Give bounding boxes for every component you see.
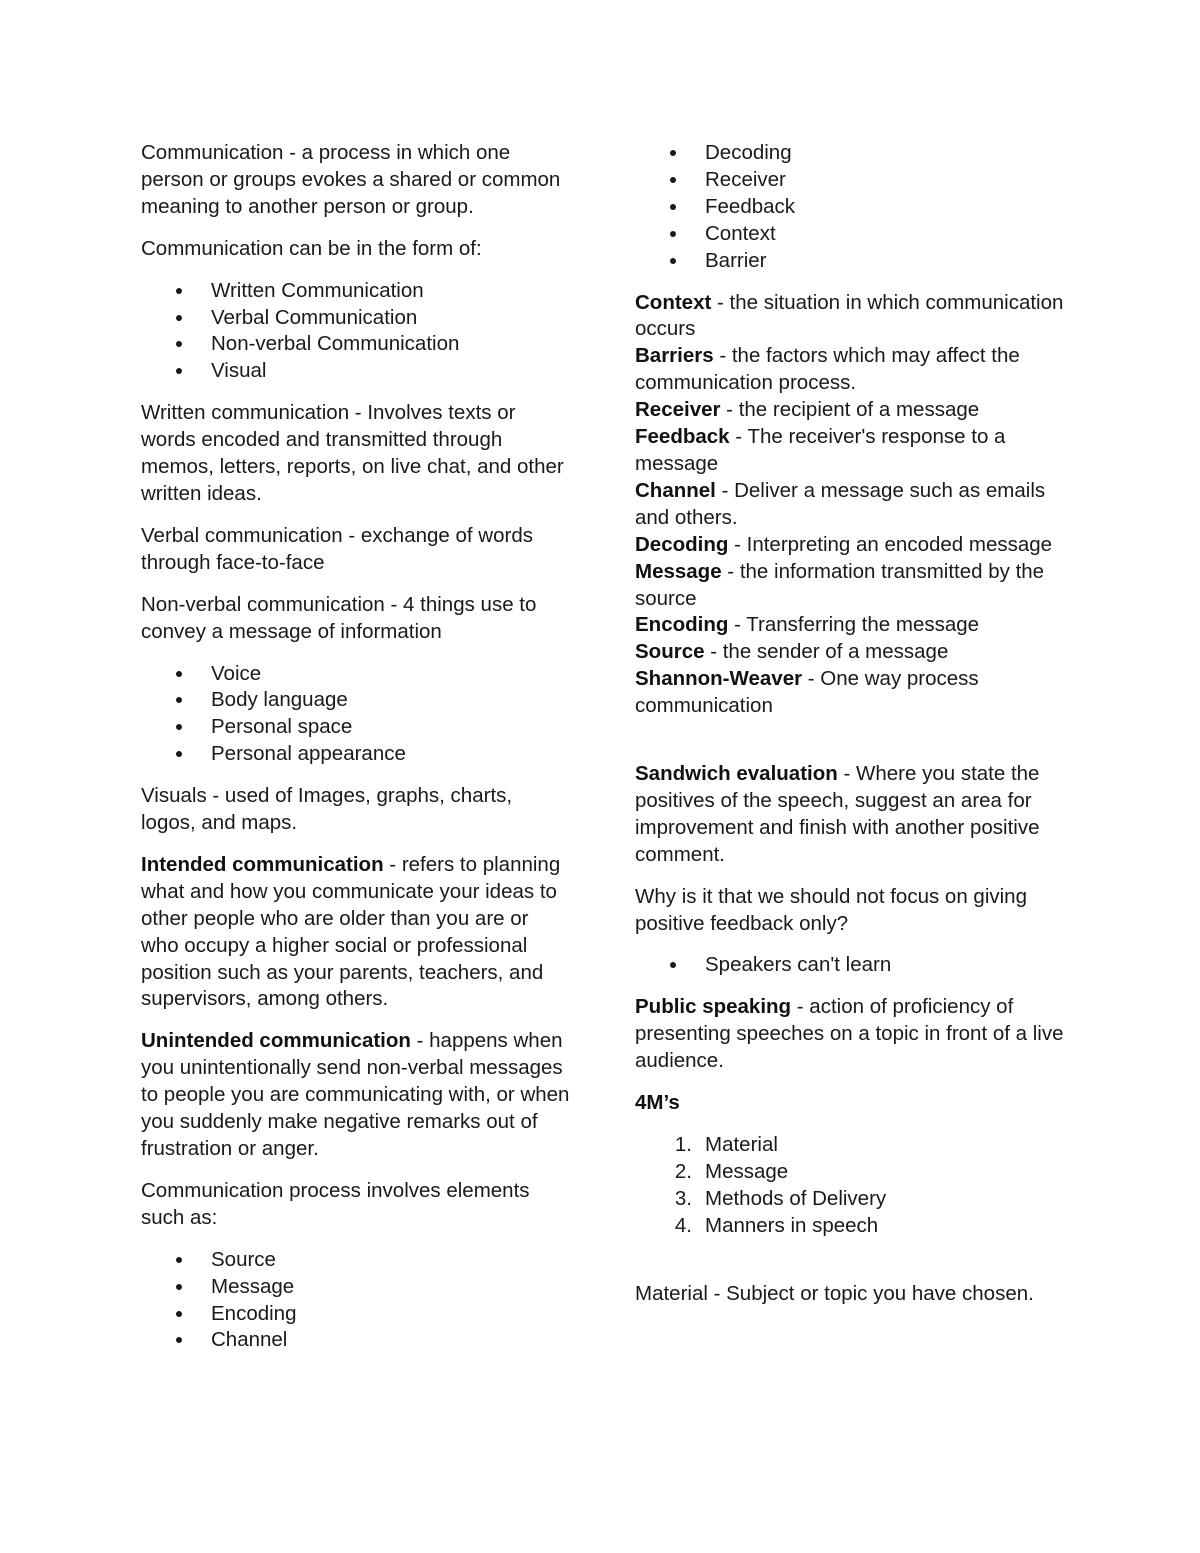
list-item: Non-verbal Communication (141, 331, 571, 358)
list-item: Visual (141, 358, 571, 385)
unintended-communication-paragraph (141, 1028, 571, 1163)
public-speaking-paragraph (635, 994, 1065, 1075)
list-item (635, 1132, 1065, 1159)
item-number: 1. (674, 1133, 692, 1156)
term: Barriers (635, 344, 714, 368)
definition-line (635, 532, 1065, 559)
sandwich-evaluation-paragraph (635, 761, 1065, 869)
forms-list (141, 278, 571, 386)
list-item: Encoding (141, 1301, 571, 1328)
definition-line (635, 559, 1065, 613)
list-item: Personal appearance (141, 741, 571, 768)
term: Feedback (635, 425, 730, 449)
list-item (635, 1186, 1065, 1213)
spacer (635, 720, 1065, 746)
definition-line (635, 478, 1065, 532)
visuals-paragraph: Visuals - used of Images, graphs, charts, logos, and maps. (141, 784, 513, 835)
four-m-heading (635, 1090, 1065, 1117)
list-item: Body language (141, 687, 571, 714)
list-item: Feedback (635, 194, 1065, 221)
heading-text: 4M’s (635, 1091, 680, 1115)
term: Channel (635, 478, 716, 502)
list-item: Verbal Communication (141, 305, 571, 332)
list-item: Source (141, 1247, 571, 1274)
definition: - the sender of a message (704, 640, 949, 664)
term: Context (635, 290, 712, 314)
list-item: Receiver (635, 167, 1065, 194)
term: Unintended communication (141, 1029, 411, 1053)
item-text: Material (705, 1133, 778, 1156)
term: Source (635, 640, 705, 664)
definition: - action of proficiency of presenting speeches on a topic in front of a live audience. (635, 995, 1064, 1073)
definition: - the recipient of a message (720, 398, 980, 422)
definition: - The receiver's response to a message (635, 425, 1006, 475)
definition: - One way process communication (635, 667, 979, 718)
nonverbal-list (141, 661, 571, 769)
definition-line (635, 639, 1065, 666)
list-item: Barrier (635, 248, 1065, 275)
definition: - the information transmitted by the source (635, 559, 1045, 610)
list-item: Context (635, 221, 1065, 248)
term: Message (635, 559, 722, 583)
definition: - refers to planning what and how you communicate your ideas to other people who are older than you are or who occupy a higher social or professional position such as your parents, teachers, and supervisors, among others. (141, 852, 561, 1011)
nonverbal-communication-paragraph: Non-verbal communication - 4 things use to convey a message of information (141, 592, 537, 643)
definition: - Transferring the message (728, 613, 980, 637)
list-item: Written Communication (141, 278, 571, 305)
list-item: Speakers can't learn (635, 952, 1065, 979)
list-item: Voice (141, 661, 571, 688)
elements-list-continued (635, 140, 1065, 275)
process-intro: Communication process involves elements such as: (141, 1178, 530, 1229)
term: Intended communication (141, 852, 384, 876)
definition: - the situation in which communication occurs (635, 290, 1064, 341)
item-number: 2. (674, 1159, 692, 1183)
definition-line (635, 424, 1065, 478)
term: Sandwich evaluation (635, 762, 838, 786)
four-m-list (635, 1132, 1065, 1240)
item-text: Message (705, 1159, 789, 1183)
material-paragraph: Material - Subject or topic you have chosen. (635, 1281, 1034, 1305)
definition: - Where you state the positives of the speech, suggest an area for improvement and finish with another positive comment. (635, 762, 1040, 866)
term: Shannon-Weaver (635, 667, 803, 691)
item-number: 3. (674, 1186, 692, 1210)
list-item (635, 1213, 1065, 1240)
item-text: Manners in speech (705, 1213, 879, 1237)
definition-line (635, 612, 1065, 639)
list-item: Personal space (141, 714, 571, 741)
item-number: 4. (674, 1213, 692, 1237)
list-item: Decoding (635, 140, 1065, 167)
list-item: Channel (141, 1327, 571, 1354)
definition: - the factors which may affect the communication process. (635, 344, 1020, 395)
question-paragraph: Why is it that we should not focus on giving positive feedback only? (635, 884, 1027, 935)
definition-line (635, 343, 1065, 397)
written-communication-paragraph: Written communication - Involves texts or words encoded and transmitted through memos, letters, reports, on live chat, and other written ideas. (141, 401, 564, 505)
left-column (141, 140, 571, 1369)
right-column (635, 140, 1065, 1323)
forms-intro: Communication can be in the form of: (141, 236, 482, 260)
communication-definition: Communication - a process in which one person or groups evokes a shared or common meaning to another person or group. (141, 141, 561, 218)
definition: - happens when you unintentionally send non-verbal messages to people you are communicating with, or when you suddenly make negative remarks out of frustration or anger. (141, 1029, 570, 1160)
term: Decoding (635, 532, 729, 556)
definition-line (635, 397, 1065, 424)
answer-list (635, 952, 1065, 979)
term: Encoding (635, 613, 729, 637)
spacer (635, 1255, 1065, 1281)
definition: - Interpreting an encoded message (728, 532, 1053, 556)
definitions-block (635, 290, 1065, 721)
list-item: Message (141, 1274, 571, 1301)
definition-line (635, 290, 1065, 344)
intended-communication-paragraph (141, 852, 571, 1013)
elements-list (141, 1247, 571, 1355)
list-item (635, 1159, 1065, 1186)
term: Receiver (635, 398, 721, 422)
definition: - Deliver a message such as emails and others. (635, 478, 1046, 529)
term: Public speaking (635, 995, 792, 1019)
definition-line (635, 666, 1065, 720)
verbal-communication-paragraph: Verbal communication - exchange of words through face-to-face (141, 523, 533, 574)
item-text: Methods of Delivery (705, 1186, 887, 1210)
